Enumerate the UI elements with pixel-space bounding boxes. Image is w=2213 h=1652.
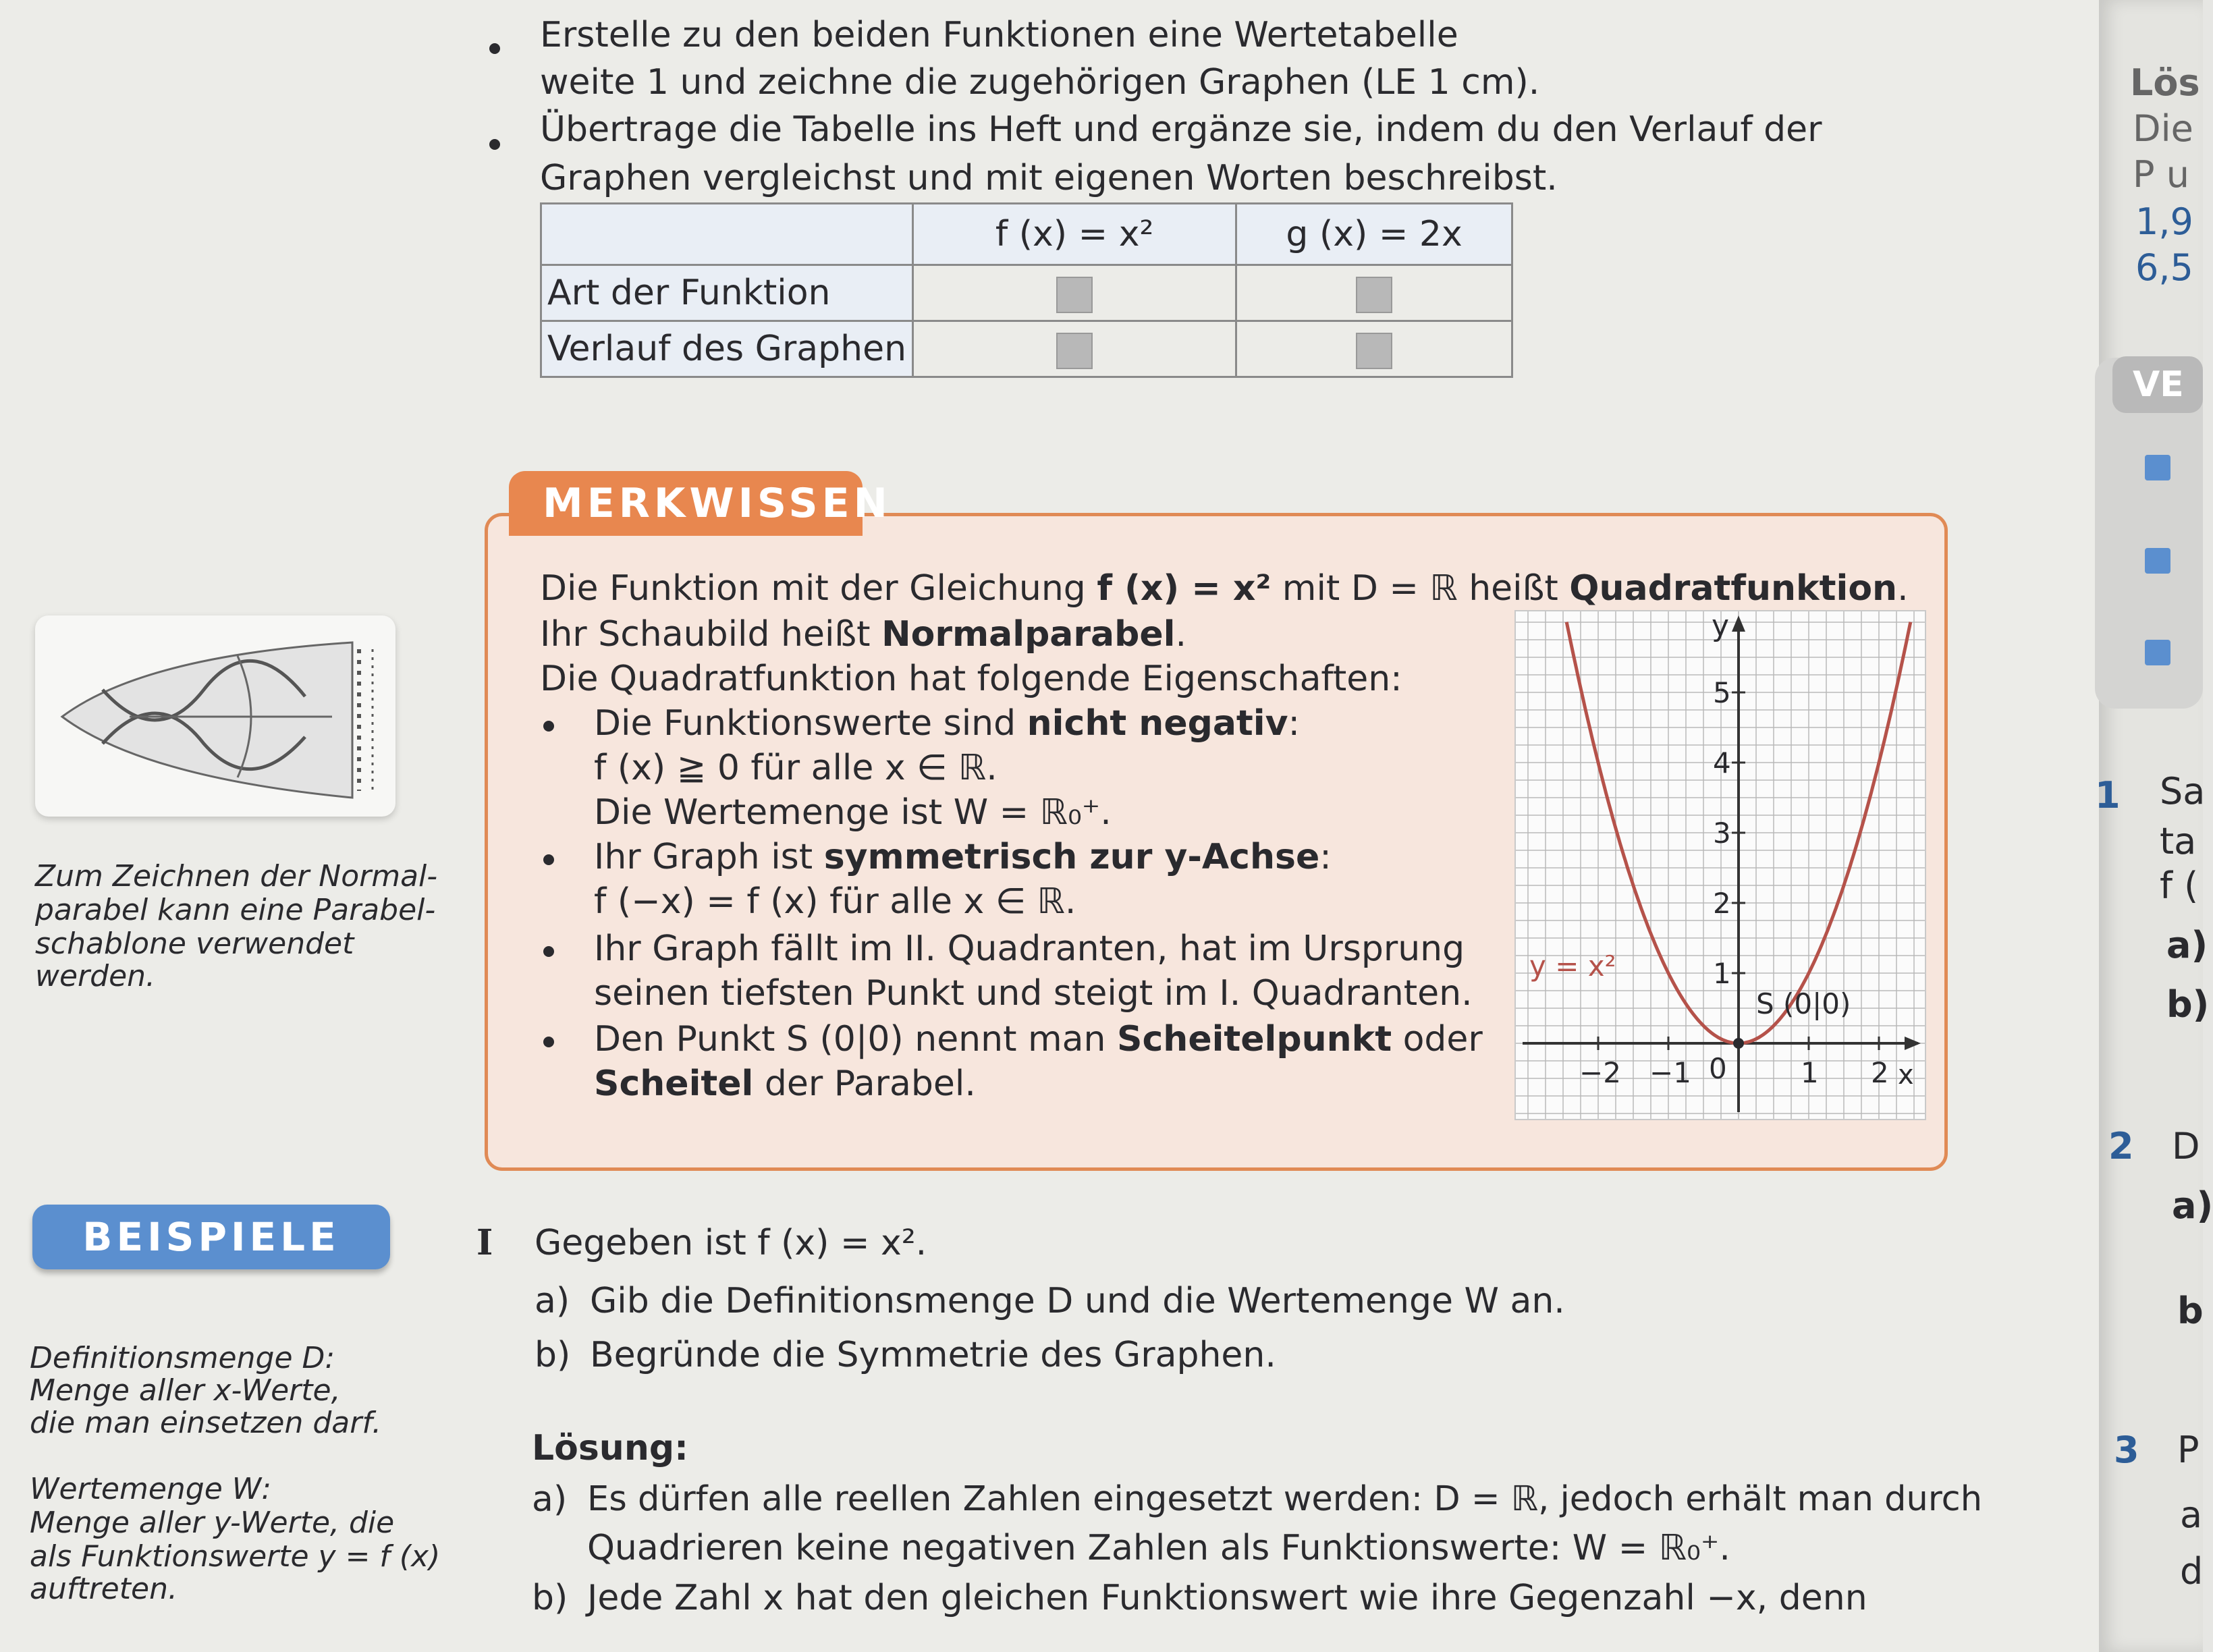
merk-line: Den Punkt S (0|0) nennt man Scheitelpunkt oder [594, 1019, 1483, 1059]
blank-cell [1356, 277, 1392, 313]
merk-line: seinen tiefsten Punkt und steigt im I. Quadranten. [594, 973, 1473, 1014]
x-axis-label: x [1898, 1059, 1914, 1091]
y-tick-label: 1 [1713, 957, 1731, 990]
comparison-table [540, 202, 1513, 378]
right-page-text: P u [2133, 153, 2189, 196]
right-page-number: 2 [2108, 1125, 2134, 1167]
merk-line: Die Funktion mit der Gleichung f (x) = x² mit D = ℝ heißt Quadratfunktion. [540, 568, 1909, 609]
y-tick-label: 2 [1713, 887, 1731, 920]
merk-line: f (−x) = f (x) für alle x ∈ ℝ. [594, 881, 1076, 922]
sidebar-caption: schablone verwendet [35, 927, 354, 961]
merk-line: Die Quadratfunktion hat folgende Eigenschaften: [540, 659, 1402, 699]
right-page-text: a [2180, 1493, 2203, 1536]
right-page-text: d [2180, 1550, 2204, 1593]
right-page-text: Die [2133, 107, 2193, 150]
y-tick-label: 5 [1713, 676, 1731, 709]
task-label: b) [532, 1578, 568, 1618]
parabola-template-image [35, 615, 395, 817]
right-page-text: b [2177, 1290, 2204, 1332]
sidebar-note: als Funktionswerte y = f (x) [30, 1539, 441, 1574]
task-text: Gib die Definitionsmenge D und die Wertemenge W an. [590, 1281, 1565, 1321]
top-bullet-line: Übertrage die Tabelle ins Heft und ergänze sie, indem du den Verlauf der [540, 109, 1822, 150]
right-page-text: a) [2172, 1184, 2213, 1227]
task-label: b) [535, 1335, 571, 1375]
x-tick-label: 2 [1871, 1056, 1889, 1089]
right-page-number: 1 [2095, 774, 2121, 817]
sidebar-note: auftreten. [30, 1572, 177, 1606]
square-icon [2145, 640, 2170, 665]
solution-text: Jede Zahl x hat den gleichen Funktionswert wie ihre Gegenzahl −x, denn [587, 1578, 1867, 1618]
top-bullet-line: Erstelle zu den beiden Funktionen eine Wertetabelle [540, 15, 1458, 55]
right-page-text: D [2172, 1125, 2200, 1167]
example-given: Gegeben ist f (x) = x². [535, 1223, 927, 1263]
task-label: a) [535, 1281, 570, 1321]
solution-heading: Lösung: [532, 1428, 688, 1468]
bullet-dot [543, 854, 554, 865]
x-tick-label: −1 [1649, 1056, 1691, 1089]
right-page-text: ta [2160, 820, 2197, 862]
parabola-graph [1514, 610, 1926, 1120]
merk-line: Ihr Graph fällt im II. Quadranten, hat im Ursprung [594, 929, 1465, 969]
right-page-text: a) [2166, 924, 2208, 966]
blank-cell [1056, 277, 1093, 313]
merk-line: Ihr Schaubild heißt Normalparabel. [540, 614, 1186, 655]
x-tick-label: −2 [1579, 1056, 1621, 1089]
origin-label: 0 [1709, 1052, 1727, 1085]
right-page-text: 6,5 [2135, 246, 2193, 289]
merk-line: Scheitel der Parabel. [594, 1064, 976, 1104]
sidebar-note: Definitionsmenge D: [30, 1341, 335, 1375]
parabola-svg [1516, 611, 1925, 1119]
sidebar-caption: parabel kann eine Parabel- [35, 893, 436, 927]
merk-line: f (x) ≧ 0 für alle x ∈ ℝ. [594, 748, 998, 788]
square-icon [2145, 455, 2170, 480]
right-page-tab: VE [2112, 356, 2203, 413]
sidebar-note: die man einsetzen darf. [30, 1406, 382, 1440]
right-page-text: P [2177, 1429, 2200, 1471]
example-number: I [476, 1222, 493, 1263]
task-label: a) [532, 1479, 568, 1520]
bullet-dot [543, 1037, 554, 1047]
merk-line: Ihr Graph ist symmetrisch zur y-Achse: [594, 837, 1332, 877]
solution-text: Quadrieren keine negativen Zahlen als Funktionswerte: W = ℝ₀⁺. [587, 1528, 1730, 1568]
y-tick-label: 4 [1713, 746, 1731, 779]
right-page-text: b) [2166, 983, 2210, 1026]
sidebar-caption: werden. [35, 959, 156, 993]
y-axis-label: y [1712, 609, 1730, 643]
right-page-text: 1,9 [2135, 200, 2193, 243]
x-axis-arrow-icon [1905, 1037, 1921, 1050]
y-axis-arrow-icon [1732, 615, 1745, 632]
vertex-point [1733, 1038, 1744, 1049]
curve-label: y = x² [1529, 949, 1616, 983]
bullet-dot [543, 946, 554, 957]
solution-text: Es dürfen alle reellen Zahlen eingesetzt werden: D = ℝ, jedoch erhält man durch [587, 1479, 1983, 1519]
top-bullet-line: weite 1 und zeichne die zugehörigen Graphen (LE 1 cm). [540, 62, 1540, 103]
blank-cell [1056, 333, 1093, 369]
merk-line: Die Funktionswerte sind nicht negativ: [594, 703, 1301, 744]
top-bullet-line: Graphen vergleichst und mit eigenen Worten beschreibst. [540, 158, 1558, 198]
merk-line: Die Wertemenge ist W = ℝ₀⁺. [594, 792, 1112, 833]
bullet-dot [489, 43, 500, 54]
table-header-f: f (x) = x² [913, 204, 1236, 265]
sidebar-note: Wertemenge W: [30, 1472, 272, 1506]
right-page-text: f ( [2160, 864, 2199, 907]
sidebar-caption: Zum Zeichnen der Normal- [35, 859, 438, 893]
right-page-number: 3 [2114, 1429, 2139, 1471]
bullet-dot [543, 721, 554, 732]
right-page-text: Lös [2130, 61, 2200, 104]
sidebar-note: Menge aller y-Werte, die [30, 1506, 395, 1540]
table-row-label: Art der Funktion [541, 265, 913, 321]
bullet-dot [489, 139, 500, 150]
y-tick-label: 3 [1713, 817, 1731, 850]
parabola-template-icon [35, 615, 395, 817]
right-page-text: Sa [2160, 770, 2206, 813]
beispiele-heading: BEISPIELE [32, 1205, 390, 1269]
square-icon [2145, 548, 2170, 574]
task-text: Begründe die Symmetrie des Graphen. [590, 1335, 1276, 1375]
vertex-label: S (0|0) [1756, 987, 1851, 1020]
table-header-g: g (x) = 2x [1236, 204, 1512, 265]
blank-cell [1356, 333, 1392, 369]
table-row-label: Verlauf des Graphen [541, 321, 913, 377]
sidebar-note: Menge aller x-Werte, [30, 1373, 341, 1408]
x-tick-label: 1 [1801, 1056, 1819, 1089]
merkwissen-title: MERKWISSEN [509, 471, 863, 536]
